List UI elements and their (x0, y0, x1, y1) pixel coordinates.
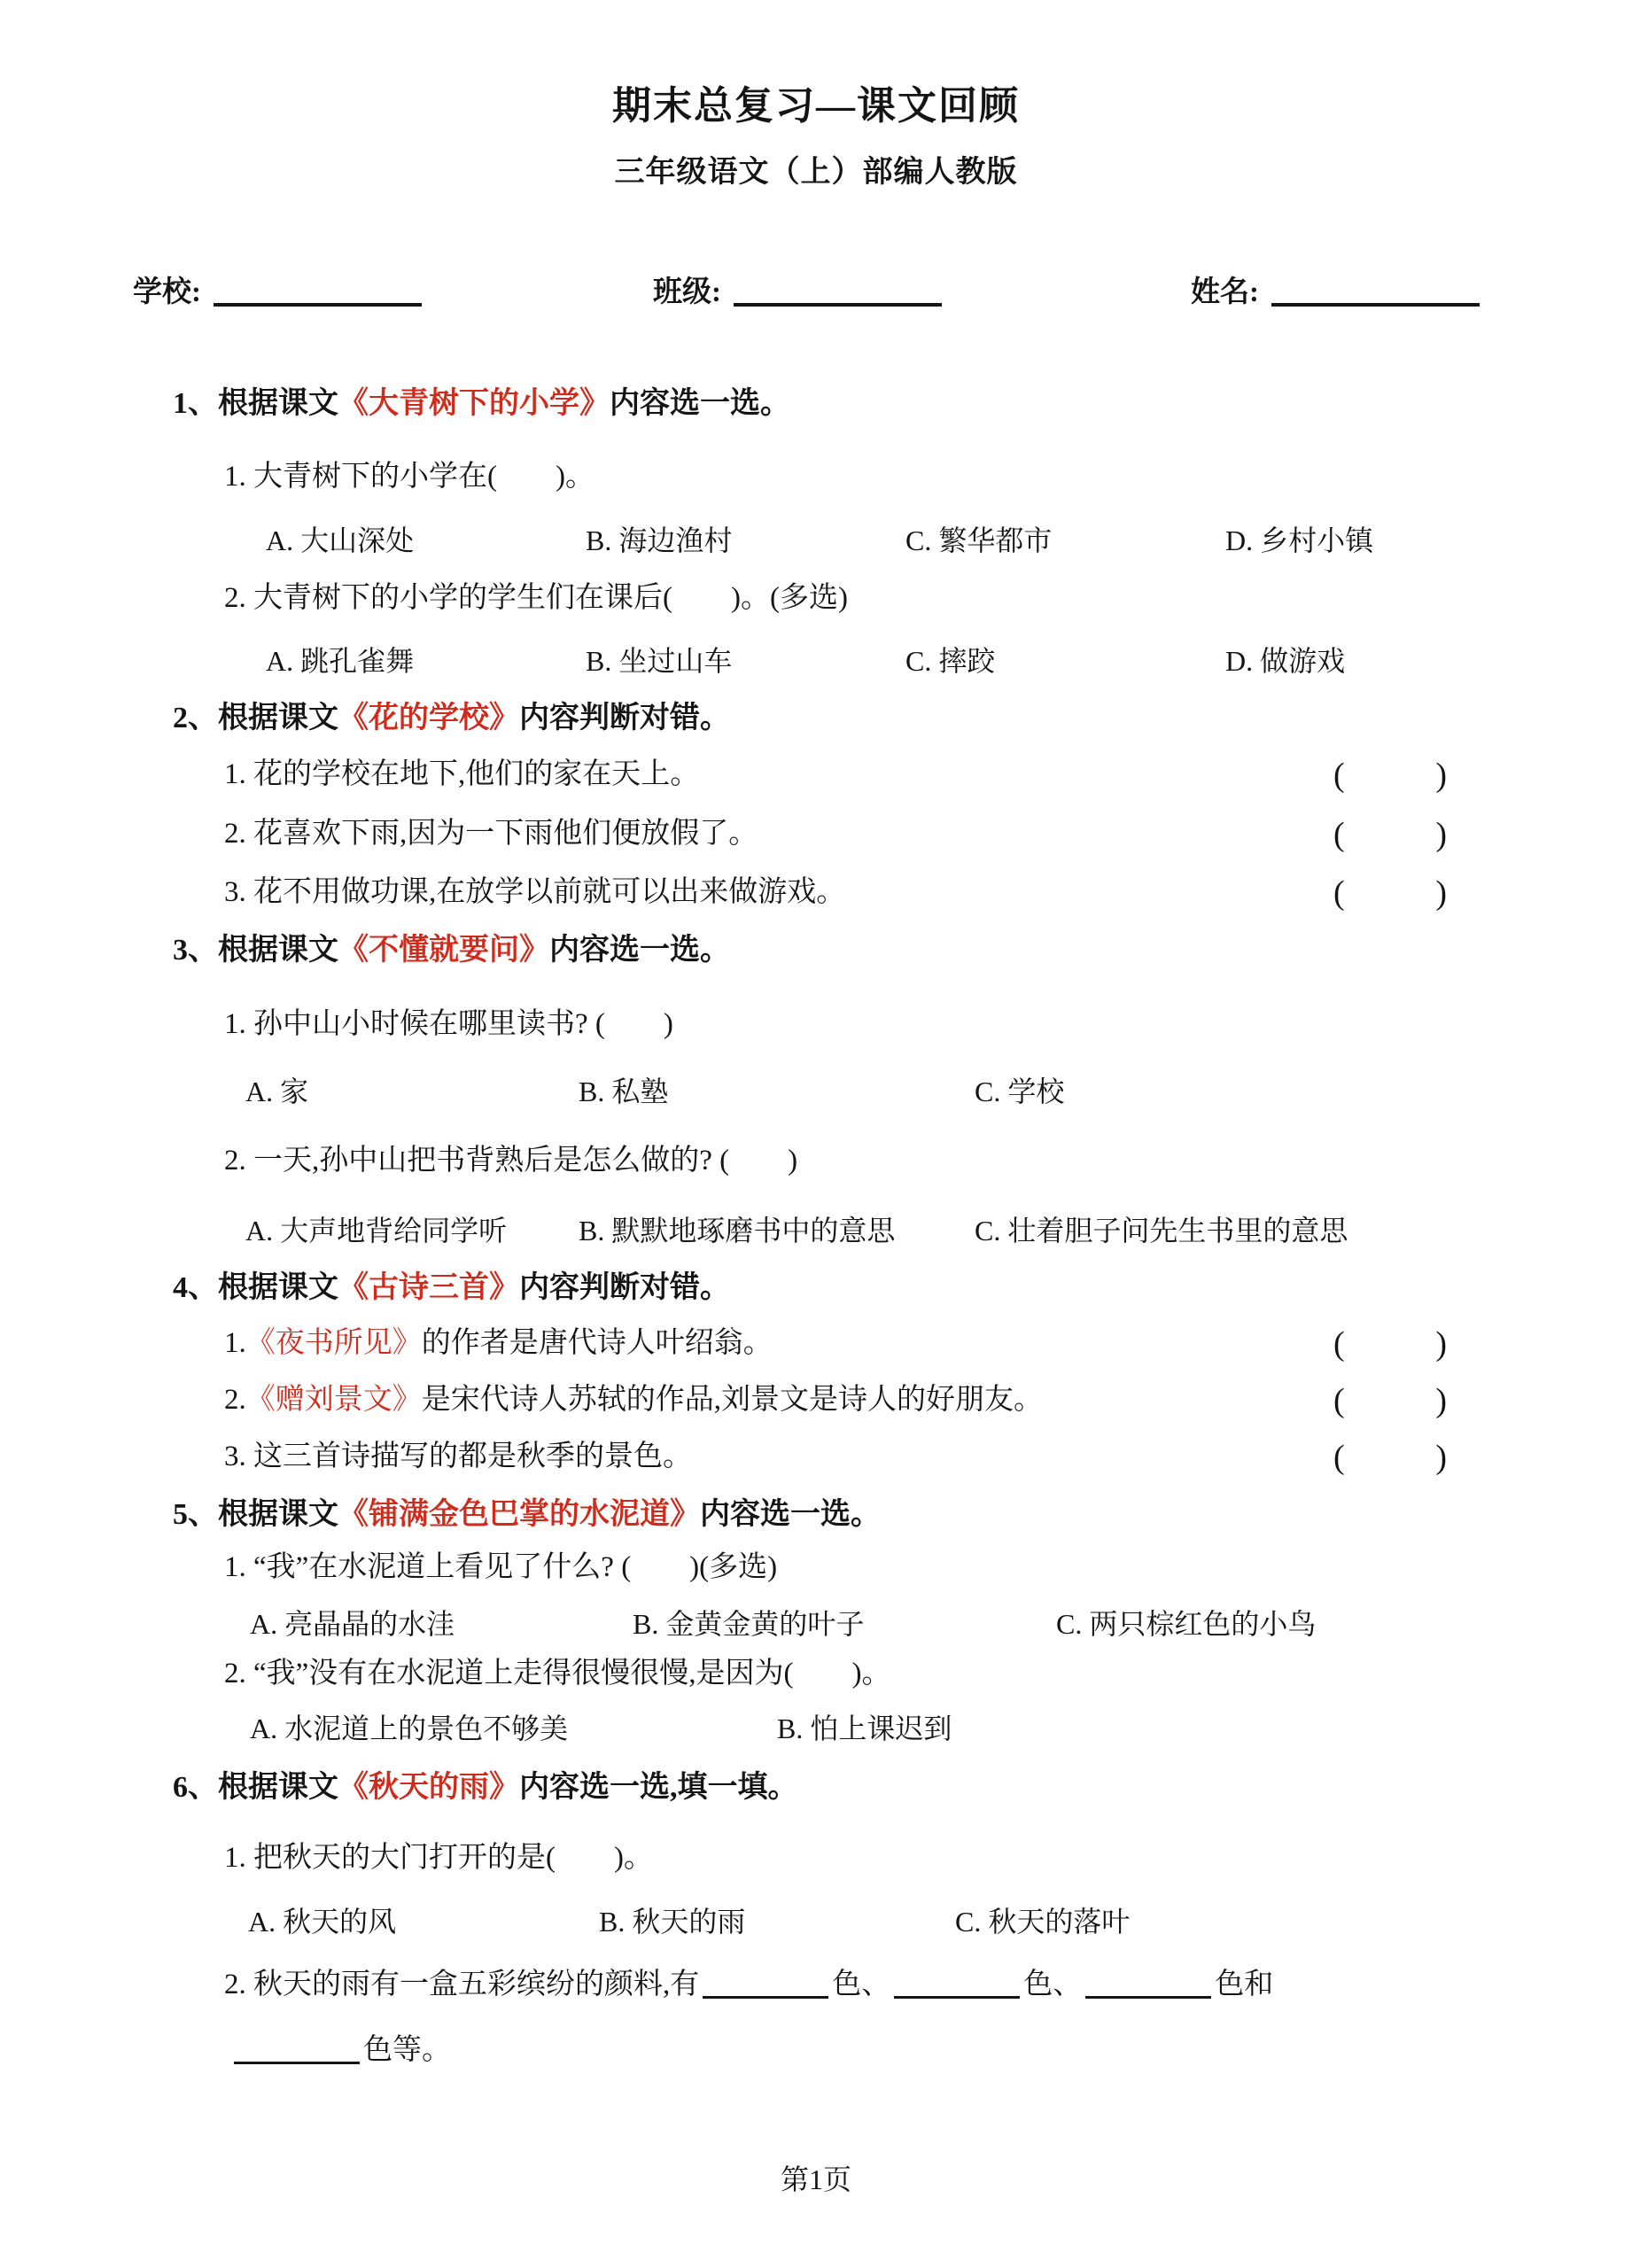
option: B. 秋天的雨 (599, 1906, 746, 1938)
fill-sep: 色和 (1215, 1969, 1274, 2000)
question-1-sub-2: 2. 大青树下的小学的学生们在课后( )。(多选) (224, 582, 848, 614)
school-label: 学校: (133, 276, 201, 308)
statement-text (224, 1384, 1043, 1416)
page-number: 第1页 (780, 2163, 851, 2195)
option: C. 两只棕红色的小鸟 (1056, 1608, 1317, 1640)
question-6-sub-1: 1. 把秋天的大门打开的是( )。 (224, 1842, 653, 1874)
fill-sep: 色、 (1023, 1969, 1083, 2000)
close-paren: ) (1435, 1439, 1447, 1476)
book-title: 《秋天的雨》 (338, 1771, 519, 1804)
book-title: 《不懂就要问》 (338, 934, 549, 967)
option: B. 坐过山车 (586, 645, 733, 677)
open-paren: ( (1333, 874, 1345, 912)
open-paren: ( (1333, 816, 1345, 853)
heading-suffix: 内容选一选。 (549, 934, 730, 967)
answer-parentheses (1333, 873, 1447, 915)
fill-blank-line (1085, 1991, 1211, 1999)
question-number: 5、根据课文 (173, 1498, 338, 1531)
heading-suffix: 内容选一选,填一填。 (519, 1771, 798, 1804)
question-2-item-1 (0, 757, 1632, 793)
option: A. 水泥道上的景色不够美 (250, 1713, 569, 1744)
heading-suffix: 内容判断对错。 (519, 702, 730, 734)
option: A. 家 (245, 1076, 309, 1107)
answer-parentheses (1333, 755, 1447, 797)
fill-blank-line (894, 1991, 1020, 1999)
question-6-sub-2 (224, 1967, 1273, 2003)
question-2-heading (173, 700, 730, 738)
question-3-heading (173, 932, 730, 970)
option: A. 大声地背给同学听 (245, 1215, 508, 1247)
question-3-sub-1: 1. 孙中山小时候在哪里读书? ( ) (224, 1008, 673, 1040)
name-blank-line (1271, 298, 1480, 307)
question-3-sub-1-options (245, 1074, 1064, 1109)
book-title: 《花的学校》 (338, 702, 519, 734)
name-label: 姓名: (1191, 276, 1259, 308)
school-field (133, 275, 422, 311)
question-number: 6、根据课文 (173, 1771, 338, 1804)
question-1-sub-2-options (266, 643, 1345, 679)
option: D. 做游戏 (1225, 645, 1346, 677)
question-6-heading (173, 1769, 798, 1807)
fill-blank-line (703, 1991, 828, 1999)
name-field (1191, 275, 1480, 311)
book-title: 《古诗三首》 (338, 1271, 519, 1304)
statement-body: 的作者是唐代诗人叶绍翁。 (421, 1327, 773, 1359)
question-1-sub-1: 1. 大青树下的小学在( )。 (224, 461, 595, 493)
book-title: 《夜书所见》 (245, 1327, 422, 1359)
page-title: 期末总复习—课文回顾 (612, 84, 1020, 128)
question-number: 3、根据课文 (173, 934, 338, 967)
close-paren: ) (1435, 816, 1447, 853)
page-subtitle: 三年级语文（上）部编人教版 (614, 156, 1018, 189)
statement-text: 3. 花不用做功课,在放学以前就可以出来做游戏。 (224, 876, 846, 908)
option: B. 怕上课迟到 (777, 1713, 952, 1744)
option: C. 学校 (975, 1076, 1065, 1107)
book-title: 《赠刘景文》 (245, 1384, 422, 1416)
option: D. 乡村小镇 (1225, 524, 1374, 556)
question-5-sub-1: 1. “我”在水泥道上看见了什么? ( )(多选) (224, 1551, 778, 1583)
answer-parentheses (1333, 1437, 1447, 1480)
question-5-sub-1-options (250, 1606, 1316, 1642)
answer-parentheses (1333, 1324, 1447, 1366)
question-4-heading (173, 1270, 730, 1308)
class-field (653, 275, 942, 311)
open-paren: ( (1333, 757, 1345, 794)
question-5-sub-2: 2. “我”没有在水泥道上走得很慢很慢,是因为( )。 (224, 1658, 891, 1689)
option: A. 亮晶晶的水洼 (250, 1608, 455, 1640)
question-number: 2、根据课文 (173, 702, 338, 734)
class-label: 班级: (653, 276, 721, 308)
book-title: 《大青树下的小学》 (338, 387, 610, 420)
option: A. 大山深处 (266, 524, 415, 556)
option: A. 跳孔雀舞 (266, 645, 415, 677)
option: B. 默默地琢磨书中的意思 (579, 1215, 896, 1247)
class-blank-line (734, 298, 942, 307)
fill-tail: 色等。 (363, 2034, 451, 2066)
close-paren: ) (1435, 874, 1447, 912)
book-title: 《铺满金色巴掌的水泥道》 (338, 1498, 700, 1531)
fill-blank-line (234, 2056, 360, 2064)
fill-lead: 2. 秋天的雨有一盒五彩缤纷的颜料,有 (224, 1969, 700, 2000)
item-number: 2. (224, 1384, 246, 1416)
question-5-sub-2-options (250, 1711, 952, 1746)
question-6-sub-2-continued (230, 2032, 451, 2069)
statement-body: 是宋代诗人苏轼的作品,刘景文是诗人的好朋友。 (421, 1384, 1043, 1416)
close-paren: ) (1435, 1325, 1447, 1363)
question-4-item-3 (0, 1439, 1632, 1475)
question-number: 1、根据课文 (173, 387, 338, 420)
item-number: 1. (224, 1327, 246, 1359)
question-6-sub-1-options (248, 1904, 1130, 1939)
option: B. 私塾 (579, 1076, 669, 1107)
heading-suffix: 内容判断对错。 (519, 1271, 730, 1304)
question-2-item-2 (0, 816, 1632, 852)
statement-text: 2. 花喜欢下雨,因为一下雨他们便放假了。 (224, 818, 758, 850)
open-paren: ( (1333, 1439, 1345, 1476)
option: B. 金黄金黄的叶子 (633, 1608, 865, 1640)
statement-text: 1. 花的学校在地下,他们的家在天上。 (224, 758, 700, 790)
option: C. 壮着胆子问先生书里的意思 (975, 1215, 1348, 1247)
school-blank-line (214, 298, 422, 307)
close-paren: ) (1435, 1382, 1447, 1419)
option: C. 摔跤 (905, 645, 996, 677)
close-paren: ) (1435, 757, 1447, 794)
heading-suffix: 内容选一选。 (610, 387, 790, 420)
question-4-item-1 (0, 1325, 1632, 1362)
question-1-sub-1-options (266, 523, 1373, 558)
statement-text (224, 1327, 773, 1359)
student-info-row (0, 275, 1632, 328)
open-paren: ( (1333, 1382, 1345, 1419)
answer-parentheses (1333, 814, 1447, 857)
question-3-sub-2: 2. 一天,孙中山把书背熟后是怎么做的? ( ) (224, 1145, 798, 1177)
statement-text: 3. 这三首诗描写的都是秋季的景色。 (224, 1441, 692, 1472)
heading-suffix: 内容选一选。 (700, 1498, 881, 1531)
answer-parentheses (1333, 1380, 1447, 1423)
question-5-heading (173, 1496, 881, 1534)
option: B. 海边渔村 (586, 524, 733, 556)
open-paren: ( (1333, 1325, 1345, 1363)
option: C. 繁华都市 (905, 524, 1053, 556)
question-1-heading (173, 385, 790, 423)
question-3-sub-2-options (245, 1213, 1348, 1248)
option: C. 秋天的落叶 (955, 1906, 1131, 1938)
question-2-item-3 (0, 874, 1632, 911)
fill-sep: 色、 (832, 1969, 891, 2000)
question-4-item-2 (0, 1382, 1632, 1418)
question-number: 4、根据课文 (173, 1271, 338, 1304)
option: A. 秋天的风 (248, 1906, 397, 1938)
